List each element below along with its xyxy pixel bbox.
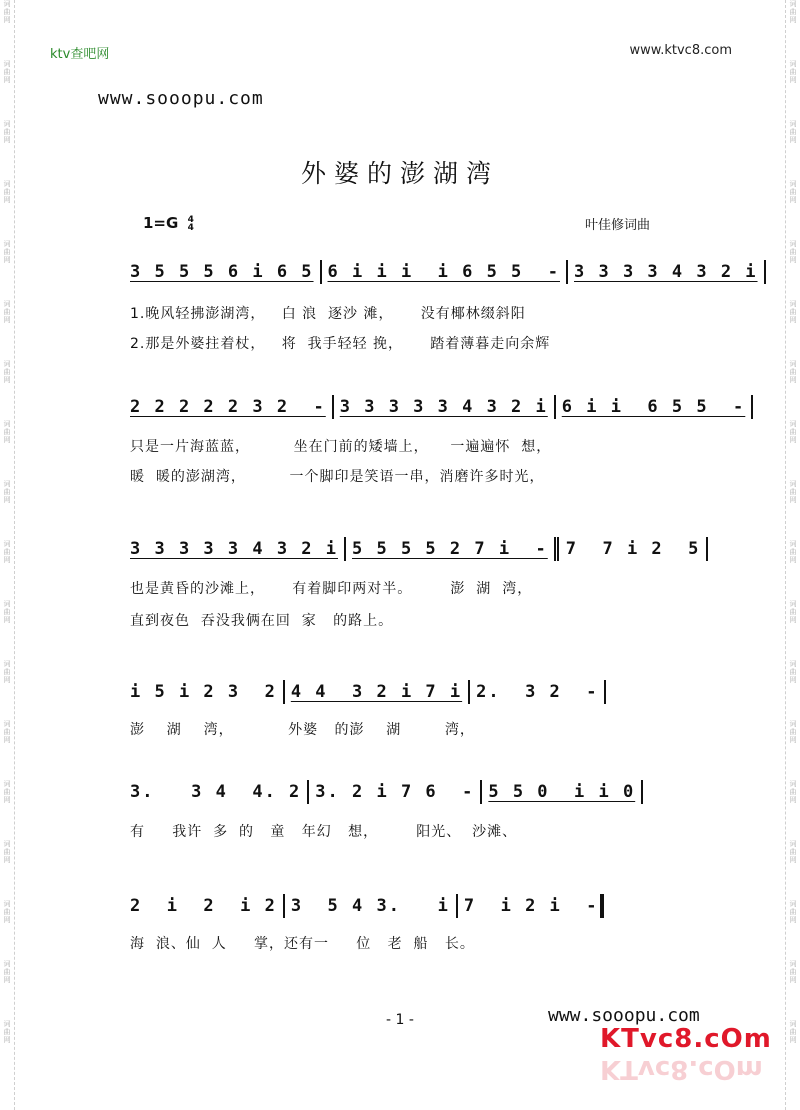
barline: [764, 260, 766, 284]
margin-char: 词: [789, 120, 797, 128]
barline: [604, 680, 606, 704]
measure-1: 3 5 5 5 6 i 6 5: [130, 262, 314, 282]
margin-char: 曲: [3, 428, 11, 436]
measure-13: 3. 3 4 4. 2: [130, 782, 302, 802]
margin-text-group: [790, 240, 797, 264]
margin-char: 网: [3, 496, 11, 504]
lyric-line-3-verse-2: 直到夜色 吞没我俩在回 家 的路上。: [130, 613, 394, 629]
margin-char: 曲: [3, 968, 11, 976]
barline: [456, 894, 458, 918]
measure-9: 7 7 i 2 5: [565, 539, 701, 559]
margin-char: 网: [3, 796, 11, 804]
margin-char: 网: [3, 1036, 11, 1044]
margin-text-group: [4, 780, 11, 804]
margin-char: 曲: [789, 68, 797, 76]
score-line-4: [130, 678, 670, 706]
margin-char: 曲: [3, 668, 11, 676]
margin-char: 曲: [3, 8, 11, 16]
margin-char: 网: [789, 796, 797, 804]
margin-char: 网: [789, 916, 797, 924]
margin-text-group: [4, 120, 11, 144]
margin-char: 网: [789, 196, 797, 204]
margin-char: 网: [789, 376, 797, 384]
margin-char: 网: [3, 376, 11, 384]
margin-char: 网: [789, 1036, 797, 1044]
measure-14: 3. 2 i 7 6 -: [315, 782, 475, 802]
margin-text-group: [790, 0, 797, 24]
margin-text-group: [790, 480, 797, 504]
margin-char: 网: [789, 436, 797, 444]
margin-char: 网: [3, 556, 11, 564]
measure-11: 4 4 3 2 i 7 i: [290, 682, 463, 702]
composer-credit: 叶佳修词曲: [584, 218, 650, 233]
margin-char: 曲: [789, 368, 797, 376]
margin-char: 曲: [789, 728, 797, 736]
measure-4: 2 2 2 2 2 3 2 -: [130, 397, 326, 417]
margin-char: 词: [789, 300, 797, 308]
site-logo-reflection: KTvc8.cOm: [600, 1054, 763, 1084]
margin-char: 词: [789, 960, 797, 968]
margin-char: 网: [789, 856, 797, 864]
margin-char: 网: [789, 976, 797, 984]
margin-char: 词: [789, 660, 797, 668]
margin-text-group: [4, 960, 11, 984]
margin-char: 曲: [789, 908, 797, 916]
score-line-5: [130, 778, 670, 806]
margin-char: 网: [789, 136, 797, 144]
margin-text-group: [4, 0, 11, 24]
margin-char: 曲: [3, 548, 11, 556]
measure-10: i 5 i 2 3 2: [130, 682, 277, 702]
margin-char: 词: [3, 1020, 11, 1028]
margin-char: 曲: [789, 488, 797, 496]
measure-12: 2. 3 2 -: [476, 682, 599, 702]
margin-char: 网: [3, 16, 11, 24]
barline: [566, 260, 568, 284]
barline: [283, 680, 285, 704]
margin-char: 词: [789, 840, 797, 848]
margin-text-group: [790, 420, 797, 444]
measure-8: 5 5 5 5 2 7 i -: [352, 539, 548, 559]
song-title: 外婆的澎湖湾: [300, 159, 499, 188]
margin-char: 网: [3, 76, 11, 84]
time-signature: [188, 216, 194, 232]
time-top: 4: [187, 214, 194, 225]
margin-text-group: [790, 300, 797, 324]
margin-char: 词: [789, 60, 797, 68]
score-line-1: [130, 258, 758, 286]
margin-text-group: [4, 840, 11, 864]
margin-char: 曲: [789, 668, 797, 676]
margin-char: 词: [3, 300, 11, 308]
page-number: - 1 -: [386, 1012, 414, 1028]
measure-6: 6 i i 6 5 5 -: [561, 397, 746, 417]
margin-text-group: [790, 600, 797, 624]
barline: [307, 780, 309, 804]
margin-char: 曲: [3, 368, 11, 376]
margin-char: 网: [3, 256, 11, 264]
margin-char: 曲: [3, 788, 11, 796]
margin-char: 曲: [789, 848, 797, 856]
margin-char: 词: [3, 360, 11, 368]
margin-char: 曲: [789, 788, 797, 796]
margin-char: 词: [3, 720, 11, 728]
margin-text-group: [790, 720, 797, 744]
margin-char: 词: [789, 600, 797, 608]
lyric-line-2-verse-1: 只是一片海蓝蓝， 坐在门前的矮墙上， 一遍遍怀 想，: [130, 439, 552, 455]
margin-text-group: [4, 600, 11, 624]
margin-char: 词: [3, 240, 11, 248]
barline: [283, 894, 285, 918]
margin-char: 词: [789, 480, 797, 488]
margin-char: 词: [789, 1020, 797, 1028]
margin-text-group: [790, 360, 797, 384]
margin-char: 曲: [3, 248, 11, 256]
margin-char: 网: [3, 976, 11, 984]
margin-char: 词: [789, 720, 797, 728]
time-bottom: 4: [187, 222, 194, 233]
header-site-link[interactable]: ktv查吧网: [50, 47, 110, 62]
margin-char: 词: [789, 240, 797, 248]
margin-char: 网: [3, 136, 11, 144]
margin-char: 曲: [3, 488, 11, 496]
margin-char: 网: [789, 316, 797, 324]
margin-char: 网: [3, 676, 11, 684]
margin-text-group: [4, 720, 11, 744]
margin-char: 曲: [789, 548, 797, 556]
margin-char: 词: [3, 780, 11, 788]
margin-char: 曲: [789, 968, 797, 976]
margin-char: 词: [3, 60, 11, 68]
barline: [344, 537, 346, 561]
margin-char: 词: [789, 360, 797, 368]
barline: [480, 780, 482, 804]
margin-char: 词: [3, 540, 11, 548]
margin-char: 词: [789, 0, 797, 8]
margin-char: 词: [3, 480, 11, 488]
header-site-url: www.ktvc8.com: [629, 43, 732, 58]
margin-char: 词: [3, 0, 11, 8]
margin-char: 词: [789, 900, 797, 908]
margin-text-group: [790, 60, 797, 84]
margin-char: 词: [3, 420, 11, 428]
margin-char: 网: [789, 556, 797, 564]
margin-char: 网: [3, 316, 11, 324]
margin-char: 网: [3, 436, 11, 444]
key-signature: [143, 214, 194, 232]
margin-text-group: [4, 480, 11, 504]
margin-text-group: [4, 540, 11, 564]
margin-char: 词: [3, 900, 11, 908]
repeat-barline: [554, 537, 556, 561]
margin-char: 曲: [3, 728, 11, 736]
margin-char: 词: [3, 660, 11, 668]
margin-char: 网: [3, 196, 11, 204]
margin-char: 曲: [3, 908, 11, 916]
margin-char: 词: [3, 120, 11, 128]
barline: [320, 260, 322, 284]
margin-char: 曲: [3, 848, 11, 856]
margin-char: 曲: [789, 8, 797, 16]
margin-char: 词: [3, 960, 11, 968]
measure-7: 3 3 3 3 3 4 3 2 i: [130, 539, 338, 559]
margin-char: 网: [3, 856, 11, 864]
margin-text-group: [4, 360, 11, 384]
margin-text-group: [790, 840, 797, 864]
margin-char: 词: [3, 180, 11, 188]
lyric-line-5: 有 我许 多 的 童 年幻 想， 阳光、 沙滩、: [130, 824, 518, 840]
barline: [706, 537, 708, 561]
margin-char: 网: [789, 496, 797, 504]
barline: [554, 395, 556, 419]
margin-char: 网: [789, 16, 797, 24]
margin-char: 网: [3, 736, 11, 744]
margin-text-group: [4, 60, 11, 84]
lyric-line-6: 海 浪、仙 人 掌，还有一 位 老 船 长。: [130, 936, 475, 952]
barline: [332, 395, 334, 419]
measure-3: 3 3 3 3 4 3 2 i: [574, 262, 758, 282]
margin-text-group: [790, 540, 797, 564]
margin-char: 曲: [3, 1028, 11, 1036]
margin-text-group: [790, 660, 797, 684]
margin-char: 词: [789, 780, 797, 788]
top-watermark-url: www.sooopu.com: [98, 88, 264, 109]
margin-char: 网: [789, 256, 797, 264]
score-line-2: [130, 393, 746, 421]
margin-char: 词: [3, 600, 11, 608]
final-barline: [600, 894, 604, 918]
lyric-line-3-verse-1: 也是黄昏的沙滩上， 有着脚印两对半。 澎 湖 湾，: [130, 581, 533, 597]
margin-char: 词: [3, 840, 11, 848]
margin-char: 曲: [3, 608, 11, 616]
margin-char: 词: [789, 180, 797, 188]
barline: [641, 780, 643, 804]
margin-char: 曲: [3, 188, 11, 196]
key-label: 1=G: [143, 214, 179, 232]
lyric-line-1-verse-1: 1.晚风轻拂澎湖湾， 白 浪 逐沙 滩， 没有椰林缀斜阳: [130, 306, 526, 322]
bottom-watermark-url: www.sooopu.com: [548, 1005, 700, 1026]
margin-char: 曲: [789, 188, 797, 196]
margin-text-group: [4, 420, 11, 444]
lyric-line-1-verse-2: 2.那是外婆拄着杖， 将 我手轻轻 挽， 踏着薄暮走向余辉: [130, 336, 551, 352]
margin-char: 曲: [789, 608, 797, 616]
barline: [468, 680, 470, 704]
margin-char: 网: [789, 736, 797, 744]
margin-char: 曲: [789, 428, 797, 436]
barline: [751, 395, 753, 419]
margin-char: 网: [789, 76, 797, 84]
margin-text-group: [4, 660, 11, 684]
margin-char: 曲: [3, 308, 11, 316]
margin-text-group: [790, 960, 797, 984]
measure-15: 5 5 0 i i 0: [488, 782, 636, 802]
margin-char: 曲: [789, 1028, 797, 1036]
measure-5: 3 3 3 3 3 4 3 2 i: [339, 397, 548, 417]
margin-char: 词: [789, 540, 797, 548]
margin-text-group: [4, 300, 11, 324]
margin-text-group: [790, 900, 797, 924]
margin-char: 曲: [3, 128, 11, 136]
lyric-line-2-verse-2: 暖 暖的澎湖湾， 一个脚印是笑语一串，消磨许多时光，: [130, 469, 545, 485]
lyric-line-4: 澎 湖 湾， 外婆 的澎 湖 湾，: [130, 722, 475, 738]
margin-text-group: [4, 900, 11, 924]
measure-18: 7 i 2 i -: [463, 896, 599, 916]
margin-text-group: [4, 240, 11, 264]
margin-char: 网: [3, 916, 11, 924]
score-line-3: [130, 535, 701, 563]
margin-char: 词: [789, 420, 797, 428]
margin-char: 网: [789, 616, 797, 624]
measure-2: 6 i i i i 6 5 5 -: [327, 262, 560, 282]
measure-16: 2 i 2 i 2: [130, 896, 277, 916]
margin-char: 曲: [789, 308, 797, 316]
margin-char: 曲: [789, 128, 797, 136]
margin-char: 网: [789, 676, 797, 684]
margin-char: 曲: [3, 68, 11, 76]
margin-char: 曲: [789, 248, 797, 256]
site-logo: KTvc8.cOm: [600, 1024, 772, 1054]
margin-text-group: [790, 120, 797, 144]
score-line-6: [130, 892, 670, 920]
margin-char: 网: [3, 616, 11, 624]
measure-17: 3 5 4 3. i: [290, 896, 450, 916]
margin-text-group: [790, 780, 797, 804]
